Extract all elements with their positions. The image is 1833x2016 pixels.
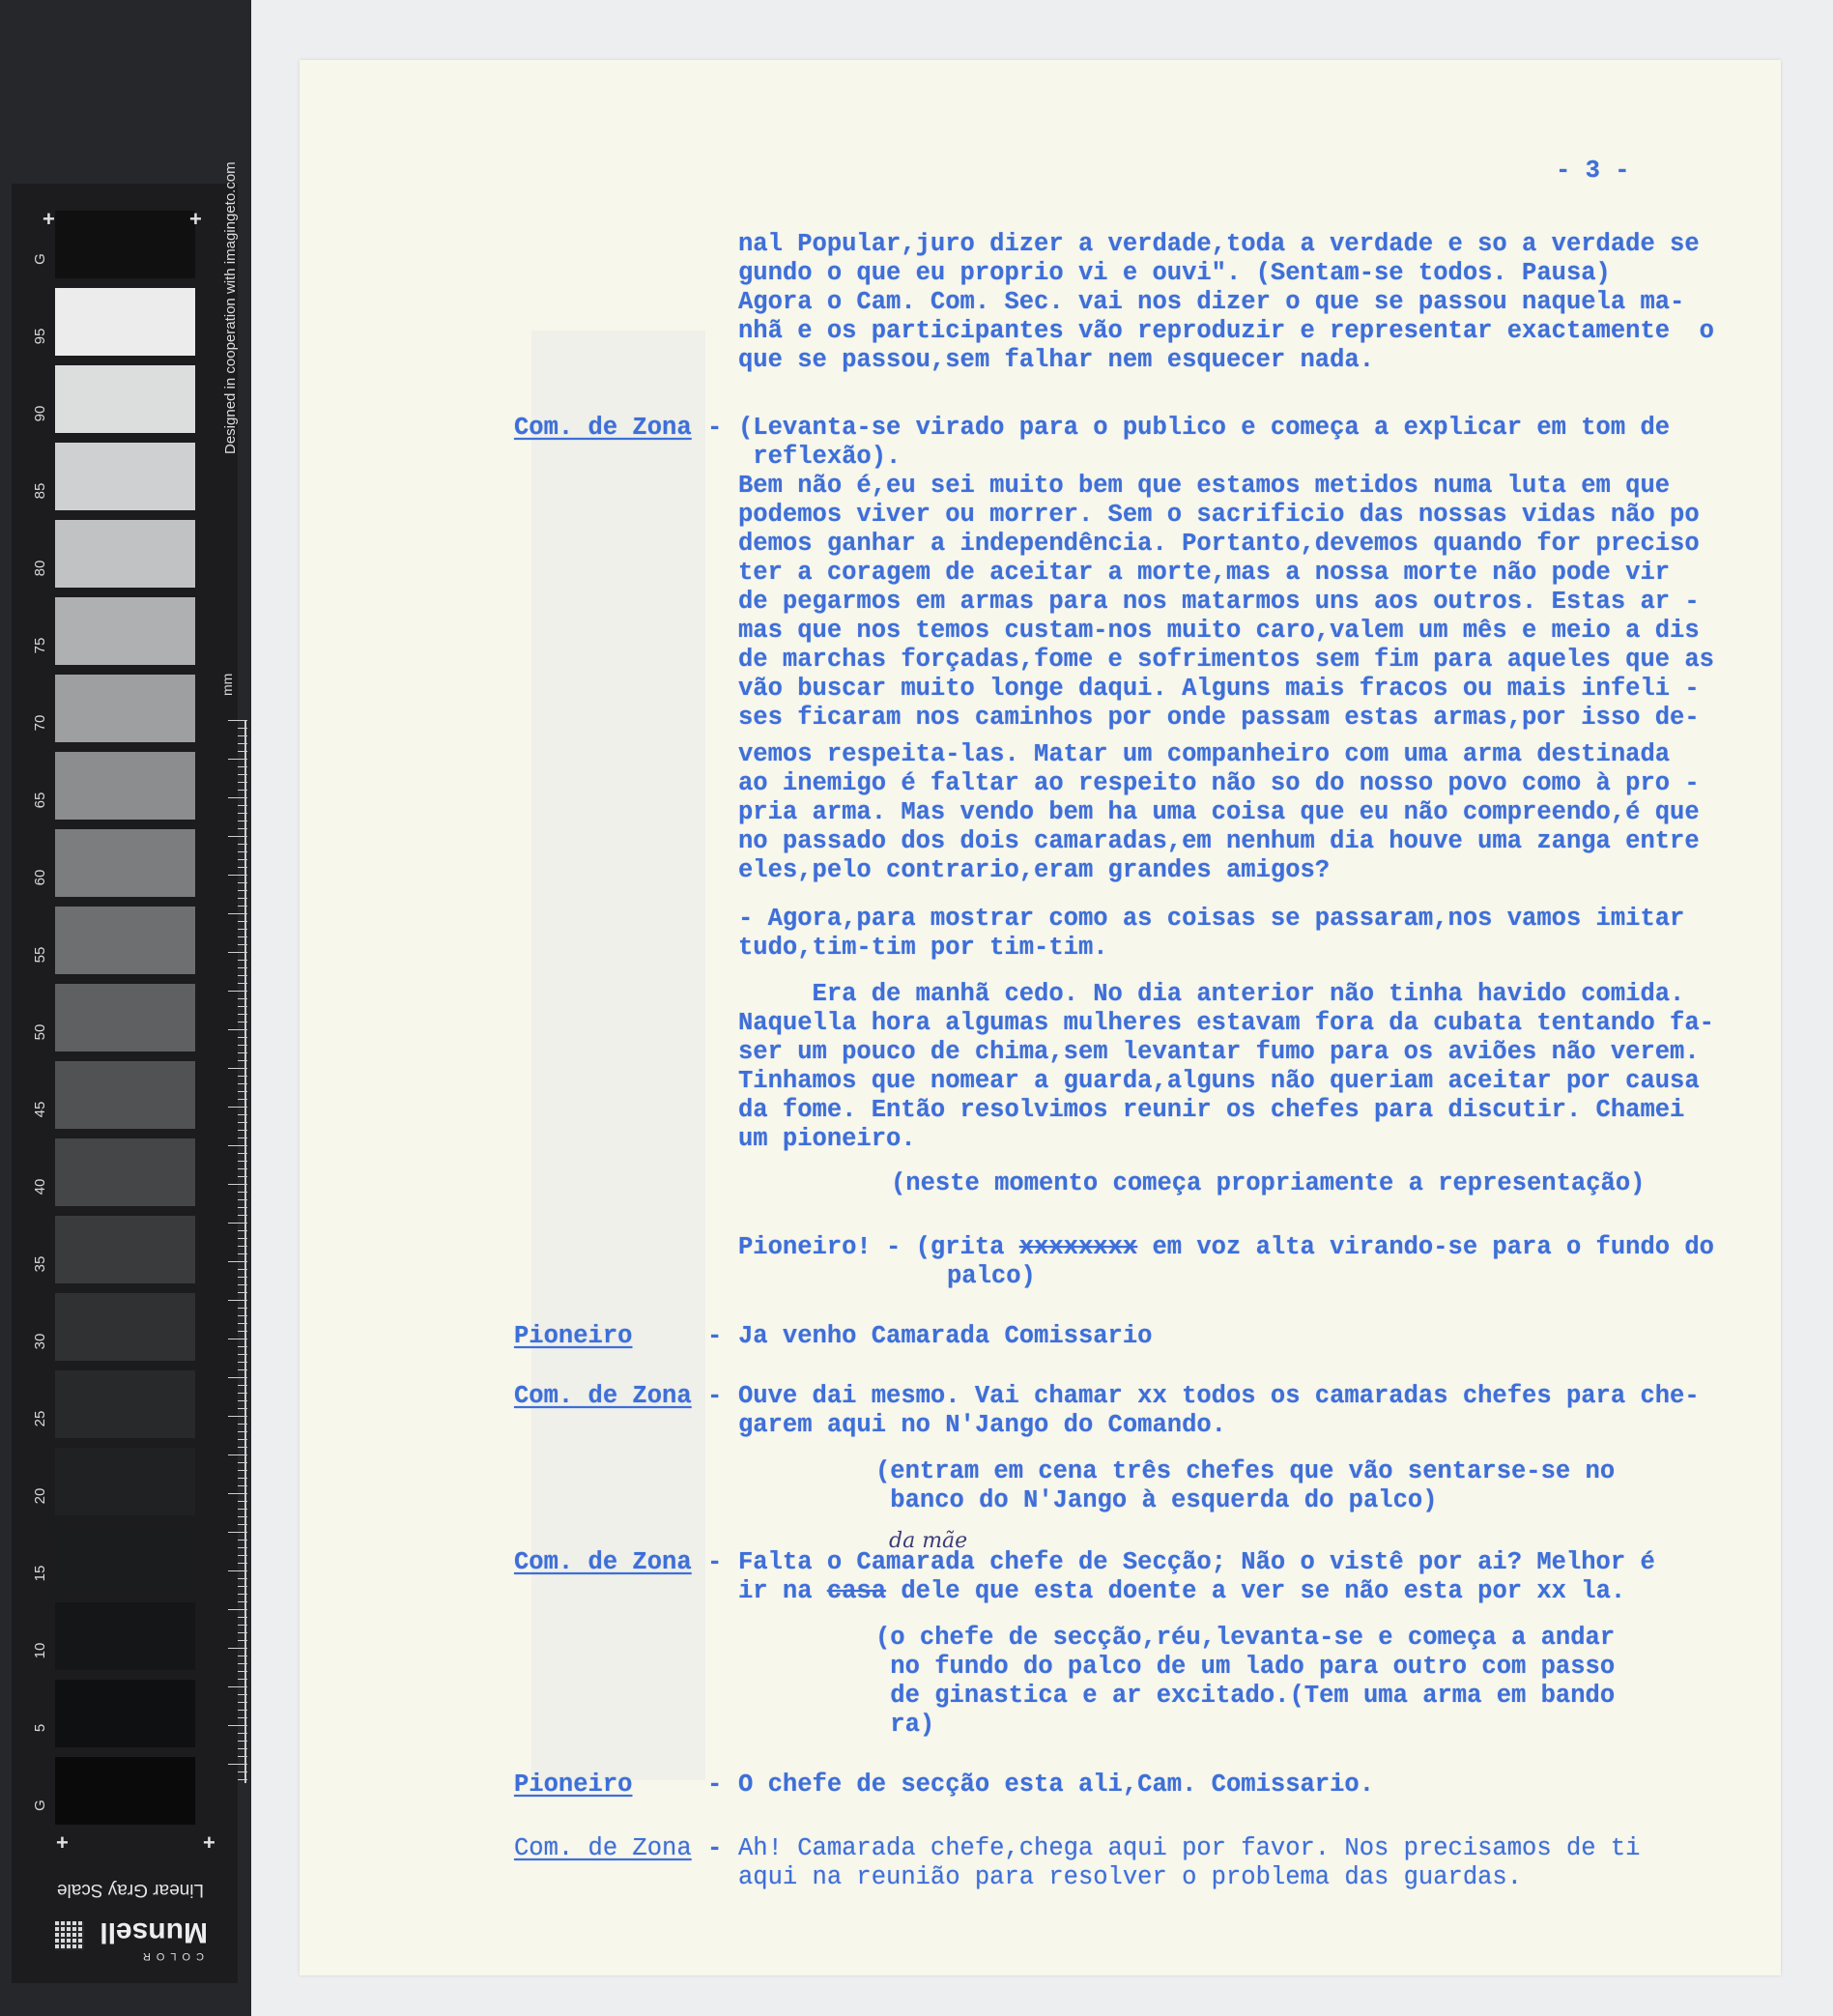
gray-patch-label: 70 (32, 714, 48, 732)
gray-patch (55, 752, 195, 820)
text-line: da fome. Então resolvimos reunir os chefes para discutir. Chamei (738, 1096, 1685, 1124)
stage-note: (neste momento começa propriamente a representação) (891, 1169, 1646, 1197)
gray-patch (55, 1602, 195, 1670)
gray-patch (55, 1370, 195, 1438)
text-fragment: Camarada (856, 1548, 975, 1576)
speaker-dash: - (707, 1322, 723, 1350)
document-page (300, 60, 1781, 1975)
text-line: Era de manhã cedo. No dia anterior não tinha havido comida. (738, 980, 1685, 1008)
text-line: no fundo do palco de um lado para outro com passo (875, 1653, 1616, 1681)
call-line-2: palco) (947, 1262, 1036, 1290)
mm-ruler-edge (244, 720, 246, 1783)
text-line: que se passou,sem falhar nem esquecer nada. (738, 346, 1375, 374)
text-line: ra) (875, 1711, 935, 1739)
text-line: vão buscar muito longe daqui. Alguns mais fracos ou mais infeli - (738, 675, 1700, 703)
text-line: ser um pouco de chima,sem levantar fumo para os aviões não verem. (738, 1038, 1700, 1066)
speech-com-zona-3-line1 (738, 1548, 1655, 1577)
gray-patch-label: 30 (32, 1333, 48, 1350)
gray-patch-label: G (32, 1800, 48, 1811)
gray-patch (55, 675, 195, 742)
gray-patch-label: 5 (32, 1723, 48, 1733)
text-line: tudo,tim-tim por tim-tim. (738, 934, 1108, 962)
munsell-name: Munsell (100, 1916, 208, 1948)
call-part-b: em voz alta virando-se para o fundo do (1137, 1233, 1714, 1261)
text-line: demos ganhar a independência. Portanto,devemos quando for preciso (738, 530, 1700, 558)
gray-patch-label: 90 (32, 405, 48, 422)
text-line: Tinhamos que nomear a guarda,alguns não queriam aceitar por causa (738, 1067, 1700, 1095)
gray-patch-label: 80 (32, 560, 48, 577)
text-line: nhã e os participantes vão reproduzir e representar exactamente o (738, 317, 1714, 345)
struck-word: casa (826, 1577, 887, 1605)
gray-patch (55, 907, 195, 974)
gray-patch-label: 65 (32, 792, 48, 809)
text-line: Agora o Cam. Com. Sec. vai nos dizer o que se passou naquela ma- (738, 288, 1685, 316)
scale-title: Linear Gray Scale (56, 1880, 205, 1900)
text-line: (entram em cena três chefes que vão sentarse-se no (875, 1457, 1616, 1485)
text-line: ter a coragem de aceitar a morte,mas a nossa morte não pode vir (738, 559, 1671, 587)
gray-patch-label: 55 (32, 946, 48, 964)
speech-pioneiro-1: Ja venho Camarada Comissario (738, 1322, 1153, 1350)
munsell-logo (53, 1912, 208, 1962)
gray-patch (55, 365, 195, 433)
text-fragment: dele que esta doente a ver se não esta por xx la. (886, 1577, 1626, 1605)
gray-patch (55, 1448, 195, 1515)
speaker-pioneiro: Pioneiro (514, 1771, 633, 1799)
text-line: de marchas forçadas,fome e sofrimentos sem fim para aqueles que as (738, 646, 1714, 674)
text-line: - Agora,para mostrar como as coisas se passaram,nos vamos imitar (738, 905, 1685, 933)
text-line: (Levanta-se virado para o publico e começa a explicar em tom de (738, 414, 1671, 442)
text-line: ses ficaram nos caminhos por onde passam estas armas,por isso de- (738, 704, 1700, 732)
gray-patch (55, 1680, 195, 1747)
text-line: um pioneiro. (738, 1125, 916, 1153)
gray-patch-label: 10 (32, 1642, 48, 1659)
registration-mark: + (189, 207, 202, 231)
mm-label: mm (219, 673, 235, 696)
gray-patch (55, 1216, 195, 1283)
text-line: (o chefe de secção,réu,levanta-se e começa a andar (875, 1624, 1616, 1652)
text-fragment: ir na (738, 1577, 827, 1605)
gray-patch (55, 1138, 195, 1206)
gray-patch-label: 45 (32, 1101, 48, 1118)
text-fragment: Falta o (738, 1548, 857, 1576)
gray-patch (55, 288, 195, 356)
speaker-com-zona: Com. de Zona (514, 1548, 692, 1576)
text-line: garem aqui no N'Jango do Comando. (738, 1411, 1226, 1439)
gray-patch-label: 85 (32, 482, 48, 500)
gray-scale-card (0, 0, 251, 2016)
speaker-dash: - (707, 1834, 723, 1862)
call-part-a: Pioneiro! - (grita (738, 1233, 1019, 1261)
gray-patch (55, 1293, 195, 1361)
page-number: - 3 - (1556, 157, 1630, 185)
registration-mark: + (43, 207, 55, 231)
text-line: Ouve dai mesmo. Vai chamar xx todos os camaradas chefes para che- (738, 1382, 1700, 1410)
text-line: pria arma. Mas vendo bem ha uma coisa que eu não compreendo,é que (738, 798, 1700, 826)
speaker-dash: - (707, 1771, 723, 1799)
text-line: de pegarmos em armas para nos matarmos uns aos outros. Estas ar - (738, 588, 1700, 616)
speaker-com-zona: Com. de Zona (514, 1382, 692, 1410)
gray-patch-label: 60 (32, 869, 48, 886)
gray-patch (55, 984, 195, 1051)
text-fragment: chefe de Secção; Não o vistê por ai? Melhor é (974, 1548, 1655, 1576)
speaker-com-zona: Com. de Zona (514, 414, 692, 442)
speaker-dash: - (707, 414, 723, 442)
gray-patch-label: 15 (32, 1565, 48, 1582)
text-line: no passado dos dois camaradas,em nenhum dia houve uma zanga entre (738, 827, 1700, 855)
gray-patch (55, 520, 195, 588)
handwritten-correction: da mãe (889, 1529, 968, 1553)
gray-patch (55, 1525, 195, 1593)
gray-patch (55, 597, 195, 665)
gray-patch (55, 829, 195, 897)
speaker-com-zona: Com. de Zona (514, 1834, 692, 1862)
registration-mark: + (56, 1830, 69, 1855)
speech-pioneiro-2: O chefe de secção esta ali,Cam. Comissario. (738, 1771, 1375, 1799)
speaker-pioneiro: Pioneiro (514, 1322, 633, 1350)
text-line: eles,pelo contrario,eram grandes amigos? (738, 856, 1331, 884)
text-line: Bem não é,eu sei muito bem que estamos metidos numa luta em que (738, 472, 1671, 500)
speaker-dash: - (707, 1382, 723, 1410)
text-line: nal Popular,juro dizer a verdade,toda a verdade e so a verdade se (738, 230, 1700, 258)
gray-patch (55, 443, 195, 510)
speaker-dash: - (707, 1548, 723, 1576)
text-line: ao inemigo é faltar ao respeito não so do nosso povo como à pro - (738, 769, 1700, 797)
gray-patch-label: 50 (32, 1023, 48, 1041)
text-line: Naquella hora algumas mulheres estavam fora da cubata tentando fa- (738, 1009, 1714, 1037)
gray-patch-label: 35 (32, 1255, 48, 1273)
text-line: banco do N'Jango à esquerda do palco) (875, 1486, 1438, 1514)
designed-credit: Designed in cooperation with imagingeto.com (222, 161, 239, 454)
call-line (738, 1233, 1714, 1262)
gray-patch-label: 75 (32, 637, 48, 654)
text-line: podemos viver ou morrer. Sem o sacrificio das nossas vidas não po (738, 501, 1700, 529)
registration-mark: + (203, 1830, 215, 1855)
munsell-grid-icon (55, 1921, 84, 1950)
text-line: de ginastica e ar excitado.(Tem uma arma em bando (875, 1682, 1616, 1710)
gray-patch (55, 1061, 195, 1129)
gray-patch-label: G (32, 253, 48, 265)
text-line: gundo o que eu proprio vi e ouvi". (Sentam-se todos. Pausa) (738, 259, 1611, 287)
gray-patch-label: 25 (32, 1410, 48, 1427)
text-line: Ah! Camarada chefe,chega aqui por favor. Nos precisamos de ti (738, 1834, 1641, 1862)
speech-com-zona-3-line2 (738, 1577, 1625, 1606)
gray-patch-label: 95 (32, 328, 48, 345)
gray-patch (55, 211, 195, 278)
text-line: vemos respeita-las. Matar um companheiro com uma arma destinada (738, 740, 1671, 768)
text-line: mas que nos temos custam-nos muito caro,valem um mês e meio a dis (738, 617, 1700, 645)
gray-patch-label: 20 (32, 1487, 48, 1505)
call-struck: xxxxxxxx (1018, 1233, 1138, 1261)
gray-patch (55, 1757, 195, 1825)
munsell-sub: COLOR (136, 1950, 204, 1962)
text-line: reflexão). (738, 443, 902, 471)
gray-patch-label: 40 (32, 1178, 48, 1195)
text-line: aqui na reunião para resolver o problema das guardas. (738, 1863, 1523, 1891)
